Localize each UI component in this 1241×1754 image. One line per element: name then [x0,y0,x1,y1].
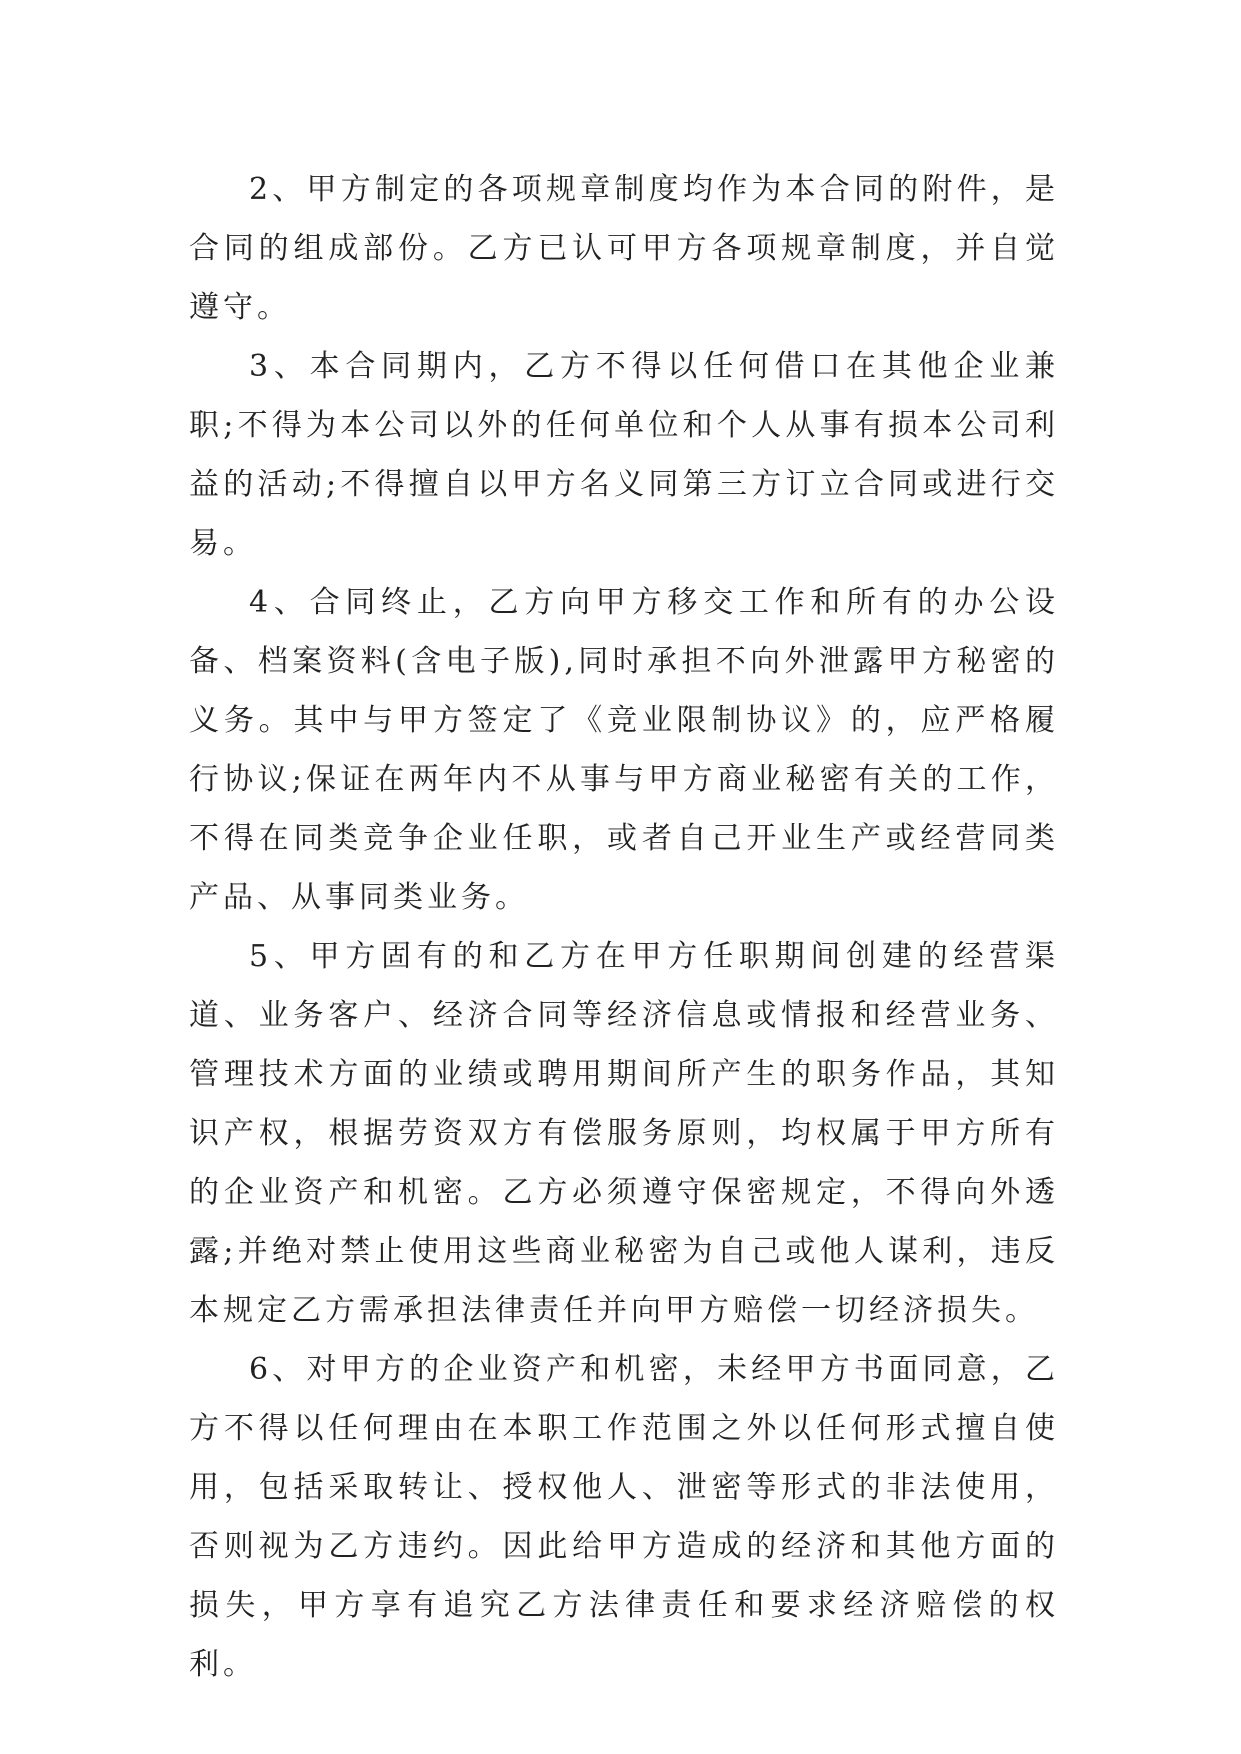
clause-6-paragraph: 6、对甲方的企业资产和机密，未经甲方书面同意，乙方不得以任何理由在本职工作范围之外以任何形式擅自使用，包括采取转让、授权他人、泄密等形式的非法使用，否则视为乙方违约。因此给甲方造成的经济和其他方面的损失，甲方享有追究乙方法律责任和要求经济赔偿的权利。 [189,1352,1059,1682]
clause-2-paragraph: 2、甲方制定的各项规章制度均作为本合同的附件，是合同的组成部份。乙方已认可甲方各项规章制度，并自觉遵守。 [189,172,1059,325]
document-body [189,160,1059,1694]
clause-5-paragraph: 5、甲方固有的和乙方在甲方任职期间创建的经营渠道、业务客户、经济合同等经济信息或情报和经营业务、管理技术方面的业绩或聘用期间所产生的职务作品，其知识产权，根据劳资双方有偿服务原则，均权属于甲方所有的企业资产和机密。乙方必须遵守保密规定，不得向外透露;并绝对禁止使用这些商业秘密为自己或他人谋利，违反本规定乙方需承担法律责任并向甲方赔偿一切经济损失。 [189,939,1059,1328]
clause-3-paragraph: 3、本合同期内，乙方不得以任何借口在其他企业兼职;不得为本公司以外的任何单位和个人从事有损本公司利益的活动;不得擅自以甲方名义同第三方订立合同或进行交易。 [189,349,1059,561]
clause-4-paragraph: 4、合同终止，乙方向甲方移交工作和所有的办公设备、档案资料(含电子版),同时承担不向外泄露甲方秘密的义务。其中与甲方签定了《竞业限制协议》的，应严格履行协议;保证在两年内不从事与甲方商业秘密有关的工作，不得在同类竞争企业任职，或者自己开业生产或经营同类产品、从事同类业务。 [189,585,1059,915]
